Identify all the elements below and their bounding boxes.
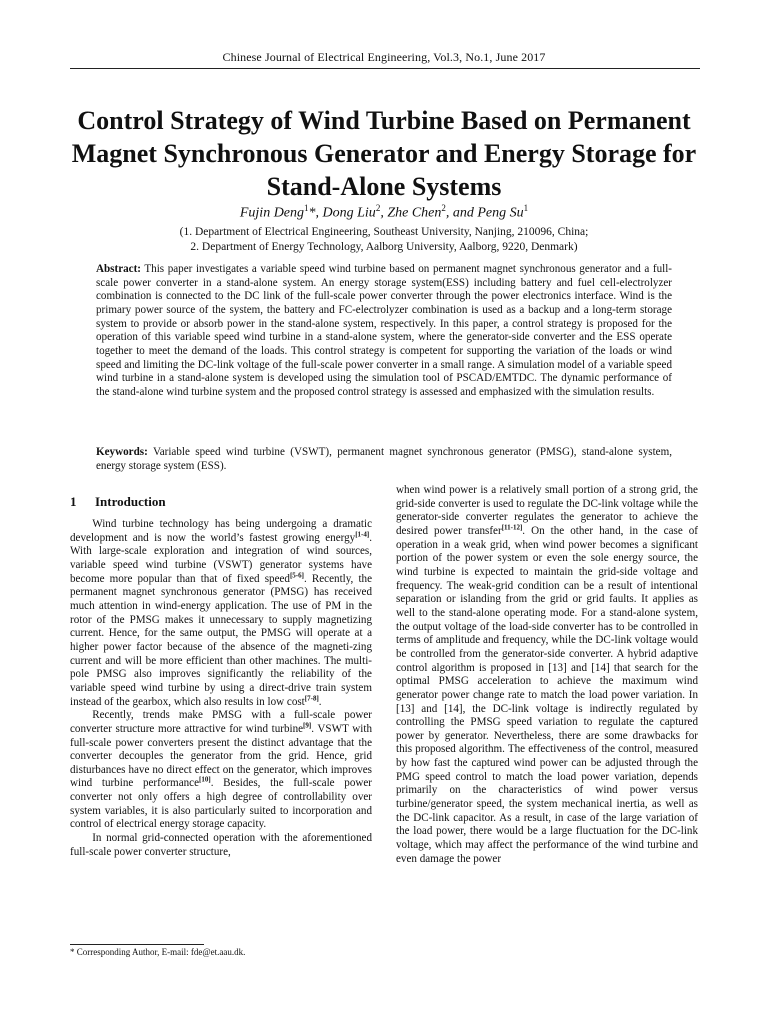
right-column (396, 484, 698, 866)
body-text: In normal grid-connected operation with the aforementioned full-scale power converter structure, (70, 832, 372, 858)
body-text: . On the other hand, in the case of operation in a weak grid, when wind power becomes a significant portion of the power system or even the sole energy source, the wind turbine is expected to maintain the grid-side voltage and frequency. The weak-grid condition can be a result of intentional separation or islanding from the grid or grid faults. It applies as well to the stand-alone operating mode. For a stand-alone system, the output voltage of the load-side converter has to be controlled in terms of amplitude and frequency, while the DC-link voltage would be controlled from the generator-side converter. A hybrid adaptive control algorithm is proposed in [13] and [14] that search for the optimal PMSG acceleration to achieve the maximum wind generator power change rate to match the load power variation. In [13] and [14], the DC-link voltage is indirectly regulated by controlling the PMSG speed variation to regulate the captured power by generator. Nevertheless, there are some drawbacks for this proposed algorithm. The effectiveness of the control, measured by how fast the captured wind power can be adjusted through the PMG speed control to match the load power variation, depends primarily on the characteristics of wind power versus turbine/generator speed, the system mechanical inertia, as well as the DC-link capacitor. As a result, in case of the large variation of the load power, there would be a large fluctuation for the DC-link voltage, which may affect the performance of the wind turbine and even damage the power (396, 524, 699, 865)
footnote: * Corresponding Author, E-mail: fde@et.aau.dk. (70, 947, 246, 957)
author-name: Dong Liu (322, 205, 376, 221)
author-name: Zhe Chen (387, 205, 442, 221)
body-text: . With large-scale exploration and integration of wind sources, variable speed wind turbine (VSWT) generator systems have become more popular than that of fixed speed (70, 531, 372, 585)
body-text: when wind power is a relatively small portion of a strong grid, the grid-side converter is used to regulate the DC-link voltage while the generator-side converter regulates the generator to achieve the desired power transfer (396, 484, 698, 537)
affiliations (0, 225, 768, 255)
section-heading (70, 494, 166, 510)
section-title: Introduction (95, 494, 166, 509)
body-text: . Recently, the permanent magnet synchronous generator (PMSG) has received much attention in wind-energy application. The use of PM in the rotor of the PMSG makes it unnecessary to supply magnetizing current. Hence, for the same output, the PMSG will operate at a higher power factor because of the absence of the magneti-zing current and will be more efficient than other machines. The multi-pole PMSG also improves significantly the reliability of the variable speed wind turbine by using a direct-drive train system instead of the gearbox, which also results in low cost (70, 572, 372, 708)
citation-ref: [9] (303, 721, 312, 730)
body-text: Wind turbine technology has being undergoing a dramatic development and is now the world’s fastest growing energy (70, 518, 372, 544)
citation-ref: [10] (199, 775, 211, 784)
author-affiliation-sup: 2 (441, 203, 446, 213)
left-column (70, 518, 372, 859)
body-paragraph (70, 709, 372, 832)
body-text: Recently, trends make PMSG with a full-scale power converter structure more attractive for wind turbine (70, 709, 372, 735)
author-name: Peng Su (477, 205, 524, 221)
body-paragraph (396, 484, 698, 866)
section-number: 1 (70, 494, 77, 509)
corresponding-mark: * (308, 205, 316, 221)
affiliation-2: 2. Department of Energy Technology, Aalborg University, Aalborg, 9220, Denmark) (190, 241, 578, 253)
author-list: Fujin Deng$^1$*, Dong Liu$^2$, Zhe Chen$^2$, and Peng Su$^1$ (239, 203, 529, 221)
journal-header: Chinese Journal of Electrical Engineering, Vol.3, No.1, June 2017 (222, 50, 546, 64)
footnote-rule (70, 944, 204, 945)
citation-ref: [1-4] (355, 529, 370, 538)
author-name: Fujin Deng (239, 205, 305, 221)
paper-title: Control Strategy of Wind Turbine Based on Permanent Magnet Synchronous Generator and Energy Storage for Stand-Alone Systems (71, 106, 697, 201)
body-paragraph (70, 518, 372, 709)
body-text: . Besides, the full-scale power converter not only offers a high degree of controllability over system variables, it is also particularly suited to incorporation and control of electrical energy storage capacity. (70, 777, 372, 831)
author-affiliation-sup: 1 (304, 203, 309, 213)
affiliation-1: (1. Department of Electrical Engineering, Southeast University, Nanjing, 210096, China; (179, 226, 589, 238)
citation-ref: [7-8] (304, 693, 319, 702)
author-affiliation-sup: 2 (375, 203, 381, 213)
abstract-text: This paper investigates a variable speed wind turbine based on permanent magnet synchronous generator and a full-scale power converter in a stand-alone system. An energy storage system(ESS) including battery and fuel cell-electrolyzer combination is connected to the DC link of the full-scale power converter through the power electronics interface. Wind is the primary power source of the system, the battery and FC-electrolyzer combination is used as a backup and a long-term storage system to provide or absorb power in the stand-alone system, respectively. In this paper, a control strategy is proposed for the operation of this variable speed wind turbine in a stand-alone system, where the generator-side converter and the ESS operate together to meet the demand of the loads. This control strategy is competent for supporting the variation of the loads or wind speed and limiting the DC-link voltage of the full-scale power converter in a small range. A simulation model of a variable speed wind turbine in a stand-alone system is developed using the simulation tool of PSCAD/EMTDC. The dynamic performance of the stand-alone wind turbine system and the proposed control strategy is assessed and emphasized with the simulation results. (96, 263, 672, 398)
keywords-label: Keywords: (96, 446, 148, 458)
header-rule (70, 68, 700, 69)
abstract (96, 263, 672, 400)
author-affiliation-sup: 1 (523, 203, 529, 213)
body-text: . VSWT with full-scale power converters present the distinct advantage that the converter decouples the generator from the grid. Hence, grid disturbances have no direct effect on the generator, which improves wind turbine performance (70, 722, 372, 790)
keywords (96, 446, 672, 473)
citation-ref: [11-12] (501, 523, 523, 532)
keywords-text: Variable speed wind turbine (VSWT), permanent magnet synchronous generator (PMSG), stand-alone system, energy storage system (ESS). (96, 446, 672, 472)
body-text: . (318, 695, 322, 708)
body-paragraph (70, 832, 372, 859)
abstract-label: Abstract: (96, 263, 141, 275)
citation-ref: [5-6] (289, 570, 304, 579)
